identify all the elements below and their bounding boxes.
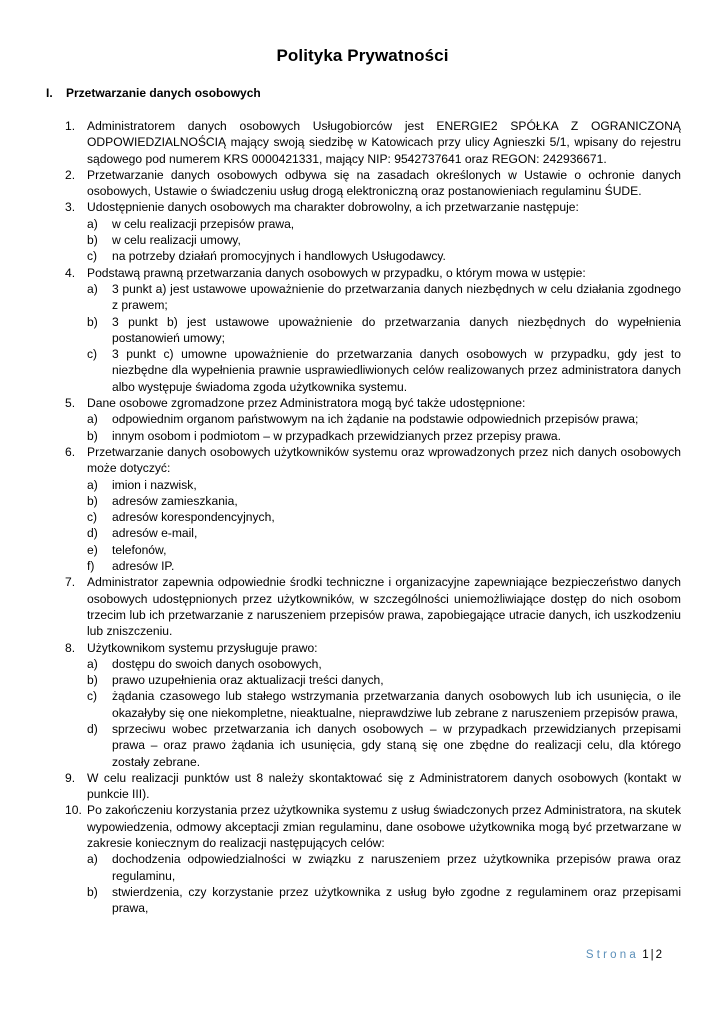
sub-item-letter: d) <box>87 526 98 541</box>
item-text: W celu realizacji punktów ust 8 należy skontaktować się z Administratorem danych osobowych (kontakt w punkcie III). <box>87 770 681 802</box>
item-text: Administratorem danych osobowych Usługobiorców jest ENERGIE2 SPÓŁKA Z OGRANICZONĄ ODPOWIEDZIALNOŚCIĄ mający swoją siedzibę w Katowicach przy ulicy Agnieszki 5/1, wpisany do rejestru sądowego pod numerem KRS 0000421331, mający NIP: 9542737641 oraz REGON: 242936671. <box>87 119 681 166</box>
sub-item-letter: c) <box>87 510 98 525</box>
section-number: I. <box>46 86 53 100</box>
item-number: 2. <box>65 167 76 182</box>
list-item <box>65 574 681 639</box>
item-text: Po zakończeniu korzystania przez użytkownika systemu z usług świadczonych przez Administratora, na skutek wypowiedzenia, odmowy akceptacji zmian regulaminu, dane osobowe użytkownika mogą być przetwarzane w zakresie koniecznym do realizacji następujących celów: <box>87 803 681 851</box>
item-text: Administrator zapewnia odpowiednie środki techniczne i organizacyjne zapewniające bezpieczeństwo danych osobowych udostępnionych przez użytkowników, w szczególności uniemożliwiające dostęp do nich osobom trzecim lub ich przetwarzanie z naruszeniem przepisów prawa, zapobiegające utracie danych, ich uszkodzeniu lub zniszczeniu. <box>87 575 681 639</box>
sub-item <box>87 493 681 509</box>
item-number: 4. <box>65 265 76 280</box>
sub-item <box>87 411 681 427</box>
sub-item-letter: a) <box>87 852 98 867</box>
policy-list <box>65 118 681 917</box>
item-text: Udostępnienie danych osobowych ma charakter dobrowolny, a ich przetwarzanie następuje: <box>87 200 579 215</box>
item-text: Przetwarzanie danych osobowych użytkowników systemu oraz wprowadzonych przez nich danych osobowych może dotyczyć: <box>87 444 681 476</box>
item-number: 5. <box>65 396 76 411</box>
sub-item-text: w celu realizacji umowy, <box>112 233 241 248</box>
sub-item-letter: a) <box>87 656 98 671</box>
page-footer <box>586 949 662 961</box>
sub-item-text: stwierdzenia, czy korzystanie przez użytkownika z usług było zgodne z regulaminem oraz przepisami prawa, <box>112 884 681 916</box>
item-number: 6. <box>65 444 76 459</box>
section-title: Przetwarzanie danych osobowych <box>66 86 261 100</box>
sub-item-text: adresów korespondencyjnych, <box>112 510 275 525</box>
sub-item-letter: d) <box>87 721 98 736</box>
sub-item <box>87 656 681 672</box>
item-text: Podstawą prawną przetwarzania danych osobowych w przypadku, o którym mowa w ustępie: <box>87 265 586 280</box>
sub-item-letter: a) <box>87 412 98 427</box>
list-item <box>65 199 681 215</box>
list-item <box>65 118 681 167</box>
list-item <box>65 395 681 411</box>
sub-item-text: telefonów, <box>112 542 167 557</box>
sub-item-letter: a) <box>87 477 98 492</box>
sub-item-text: innym osobom i podmiotom – w przypadkach przewidzianych przez przepisy prawa. <box>112 428 562 443</box>
sub-item-text: dostępu do swoich danych osobowych, <box>112 656 322 671</box>
sub-item-letter: b) <box>87 493 98 508</box>
sub-item-letter: c) <box>87 689 98 704</box>
list-item <box>65 802 681 851</box>
item-number: 9. <box>65 770 76 785</box>
sub-item-letter: f) <box>87 559 95 574</box>
sub-item <box>87 346 681 395</box>
list-item <box>65 770 681 803</box>
item-number: 8. <box>65 640 76 655</box>
page-title: Polityka Prywatności <box>276 46 449 65</box>
sub-item-letter: a) <box>87 216 98 231</box>
sub-item-text: 3 punkt c) umowne upoważnienie do przetwarzania danych osobowych w przypadku, gdy jest to niezbędne dla wypełnienia prawnie usprawiedliwionych celów realizowanych przez administratora danych albo występuje świadoma zgoda użytkownika systemu. <box>112 347 681 394</box>
sub-item-text: adresów e-mail, <box>112 526 198 541</box>
sub-item <box>87 721 681 770</box>
item-text: Użytkownikom systemu przysługuje prawo: <box>87 640 318 655</box>
sub-item-text: 3 punkt a) jest ustawowe upoważnienie do przetwarzania danych niezbędnych w celu działania zgodnego z prawem; <box>112 281 681 313</box>
sub-item-letter: b) <box>87 314 98 329</box>
sub-item-letter: a) <box>87 281 98 296</box>
sub-item-text: w celu realizacji przepisów prawa, <box>112 216 295 231</box>
sub-item-text: adresów IP. <box>112 559 175 574</box>
sub-item <box>87 314 681 347</box>
item-text: Dane osobowe zgromadzone przez Administratora mogą być także udostępnione: <box>87 396 526 411</box>
sub-item-text: sprzeciwu wobec przetwarzania ich danych osobowych – w przypadkach przewidzianych przepisami prawa – oraz prawo żądania ich usunięcia, gdy staną się one zbędne do realizacji celu, dla którego zostały zebrane. <box>112 721 681 769</box>
sub-item <box>87 509 681 525</box>
sub-item-letter: b) <box>87 428 98 443</box>
sub-item <box>87 248 681 264</box>
item-number: 1. <box>65 119 76 133</box>
sub-item-text: żądania czasowego lub stałego wstrzymania przetwarzania danych osobowych lub ich usunięcia, o ile okazałyby się one niekompletne, nieaktualne, nieprawdziwe lub zebrane z naruszeniem przepisów prawa, <box>112 689 681 720</box>
sub-item-text: imion i nazwisk, <box>112 477 197 492</box>
page-separator: | <box>650 949 654 961</box>
sub-item-text: na potrzeby działań promocyjnych i handlowych Usługodawcy. <box>112 249 446 264</box>
sub-item <box>87 851 681 884</box>
section-heading <box>46 86 261 100</box>
sub-item <box>87 281 681 314</box>
sub-item <box>87 216 681 232</box>
sub-item-text: prawo uzupełnienia oraz aktualizacji treści danych, <box>112 673 384 688</box>
list-item <box>65 265 681 281</box>
sub-item <box>87 558 681 574</box>
page-label: Strona <box>585 949 639 961</box>
sub-item-letter: c) <box>87 249 98 264</box>
list-item <box>65 167 681 200</box>
sub-item <box>87 428 681 444</box>
sub-item-letter: b) <box>87 884 98 899</box>
sub-item-text: dochodzenia odpowiedzialności w związku z naruszeniem przez użytkownika przepisów prawa oraz regulaminu, <box>112 852 681 883</box>
list-item <box>65 444 681 477</box>
page-total: 2 <box>655 949 662 961</box>
sub-item-letter: b) <box>87 673 98 688</box>
sub-item-letter: b) <box>87 233 98 248</box>
sub-item <box>87 232 681 248</box>
sub-item <box>87 672 681 688</box>
sub-item-letter: e) <box>87 542 98 557</box>
list-item <box>65 640 681 656</box>
page-number: 1 <box>642 949 649 961</box>
sub-item <box>87 542 681 558</box>
item-number: 10. <box>65 803 82 818</box>
item-number: 7. <box>65 575 76 590</box>
sub-item-letter: c) <box>87 347 98 362</box>
sub-item-text: odpowiednim organom państwowym na ich żądanie na podstawie odpowiednich przepisów prawa; <box>112 412 639 427</box>
item-number: 3. <box>65 200 76 215</box>
item-text: Przetwarzanie danych osobowych odbywa się na zasadach określonych w Ustawie o ochronie danych osobowych, Ustawie o świadczeniu usług drogą elektroniczną oraz postanowieniach regulaminu ŚUDE. <box>87 167 681 199</box>
sub-item-text: adresów zamieszkania, <box>112 493 238 508</box>
sub-item <box>87 477 681 493</box>
sub-item <box>87 884 681 917</box>
sub-item <box>87 688 681 721</box>
sub-item-text: 3 punkt b) jest ustawowe upoważnienie do przetwarzania danych niezbędnych do wypełnienia postanowień umowy; <box>112 314 681 345</box>
sub-item <box>87 525 681 541</box>
